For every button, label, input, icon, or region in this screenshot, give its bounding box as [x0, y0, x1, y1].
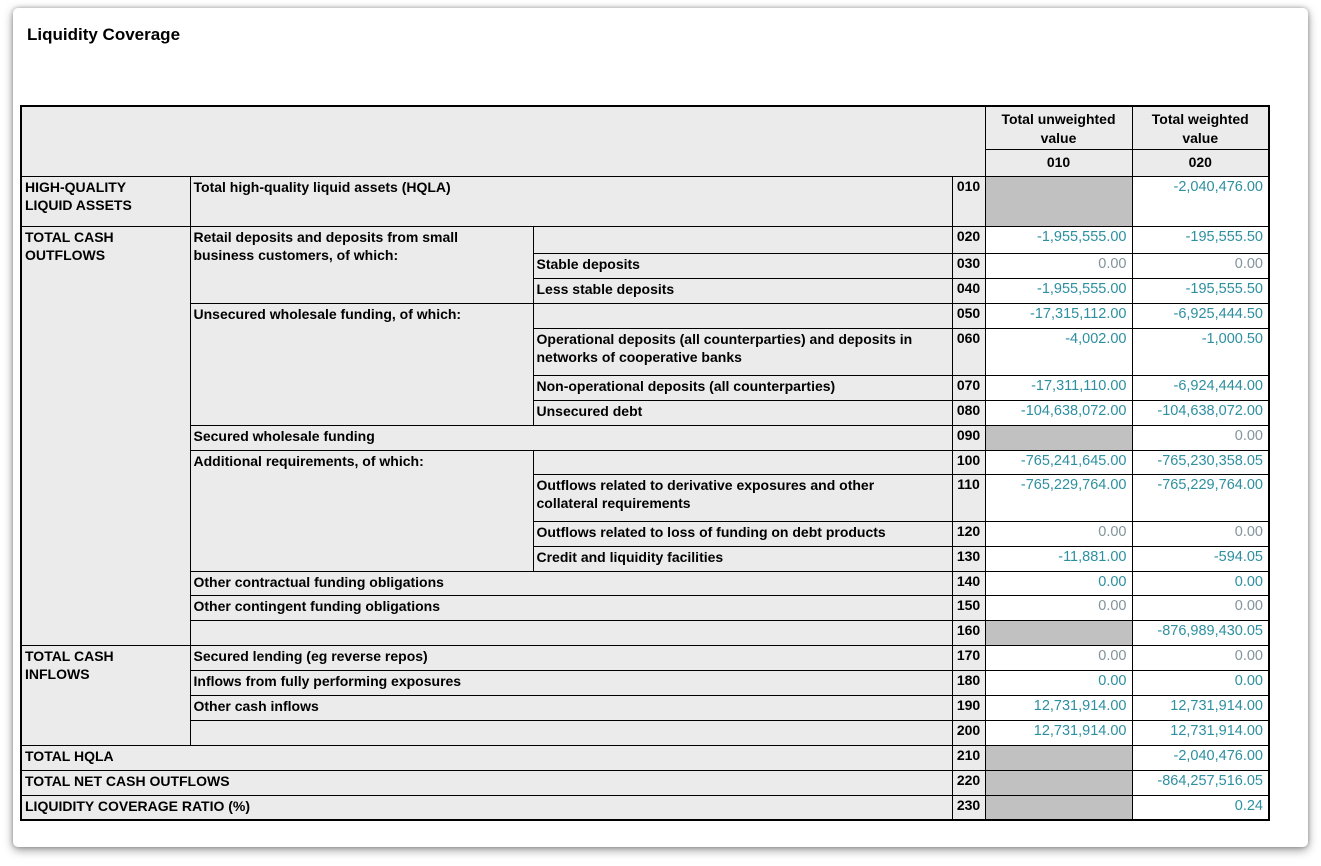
row-100-code: 100	[952, 450, 985, 474]
row-150-label: Other contingent funding obligations	[190, 595, 952, 620]
row-170-weighted-value[interactable]: 0.00	[1132, 645, 1269, 670]
table-row	[21, 770, 1269, 795]
header-corner-cell	[21, 106, 985, 176]
row-200-weighted-value[interactable]: 12,731,914.00	[1132, 720, 1269, 745]
column-header-weighted: Total weighted value	[1132, 106, 1269, 149]
row-020-unweighted-value[interactable]: -1,955,555.00	[985, 226, 1132, 253]
row-190-weighted-value[interactable]: 12,731,914.00	[1132, 695, 1269, 720]
row-090-code: 090	[952, 425, 985, 450]
row-120-code: 120	[952, 521, 985, 546]
row-090-unweighted-cell-disabled	[985, 425, 1132, 450]
row-020-spacer-cell	[533, 226, 952, 253]
row-170-code: 170	[952, 645, 985, 670]
section-label-total-cash-outflows: TOTAL CASH OUTFLOWS	[21, 226, 190, 645]
row-020-code: 020	[952, 226, 985, 253]
row-210-label: TOTAL HQLA	[21, 745, 952, 770]
section-label-hqla: HIGH-QUALITY LIQUID ASSETS	[21, 176, 190, 226]
table-row	[21, 720, 1269, 745]
row-010-code: 010	[952, 176, 985, 226]
row-090-weighted-value[interactable]: 0.00	[1132, 425, 1269, 450]
row-040-label: Less stable deposits	[533, 278, 952, 303]
row-070-code: 070	[952, 375, 985, 400]
table-row	[21, 670, 1269, 695]
row-030-code: 030	[952, 253, 985, 278]
row-190-label: Other cash inflows	[190, 695, 952, 720]
row-080-weighted-value[interactable]: -104,638,072.00	[1132, 400, 1269, 425]
row-140-unweighted-value[interactable]: 0.00	[985, 571, 1132, 595]
row-090-label: Secured wholesale funding	[190, 425, 952, 450]
row-050-unweighted-value[interactable]: -17,315,112.00	[985, 303, 1132, 328]
row-230-weighted-value[interactable]: 0.24	[1132, 795, 1269, 820]
row-160-code: 160	[952, 620, 985, 645]
table-row	[21, 425, 1269, 450]
row-140-label: Other contractual funding obligations	[190, 571, 952, 595]
row-130-label: Credit and liquidity facilities	[533, 546, 952, 571]
table-row	[21, 745, 1269, 770]
row-210-weighted-value[interactable]: -2,040,476.00	[1132, 745, 1269, 770]
row-060-weighted-value[interactable]: -1,000.50	[1132, 328, 1269, 375]
row-030-weighted-value[interactable]: 0.00	[1132, 253, 1269, 278]
row-030-unweighted-value[interactable]: 0.00	[985, 253, 1132, 278]
table-row	[21, 795, 1269, 820]
row-150-weighted-value[interactable]: 0.00	[1132, 595, 1269, 620]
row-070-unweighted-value[interactable]: -17,311,110.00	[985, 375, 1132, 400]
row-050-label: Unsecured wholesale funding, of which:	[190, 303, 533, 425]
row-180-code: 180	[952, 670, 985, 695]
row-180-unweighted-value[interactable]: 0.00	[985, 670, 1132, 695]
row-060-code: 060	[952, 328, 985, 375]
row-220-label: TOTAL NET CASH OUTFLOWS	[21, 770, 952, 795]
row-210-unweighted-cell-disabled	[985, 745, 1132, 770]
row-120-unweighted-value[interactable]: 0.00	[985, 521, 1132, 546]
row-070-weighted-value[interactable]: -6,924,444.00	[1132, 375, 1269, 400]
report-panel	[13, 8, 1308, 847]
page-title: Liquidity Coverage	[27, 25, 181, 44]
row-080-label: Unsecured debt	[533, 400, 952, 425]
row-110-label: Outflows related to derivative exposures and other collateral requirements	[533, 474, 952, 521]
row-230-label: LIQUIDITY COVERAGE RATIO (%)	[21, 795, 952, 820]
column-code-010: 010	[985, 149, 1132, 176]
row-110-unweighted-value[interactable]: -765,229,764.00	[985, 474, 1132, 521]
table-row	[21, 176, 1269, 226]
row-010-label: Total high-quality liquid assets (HQLA)	[190, 176, 952, 226]
table-row	[21, 620, 1269, 645]
row-230-unweighted-cell-disabled	[985, 795, 1132, 820]
row-070-label: Non-operational deposits (all counterparties)	[533, 375, 952, 400]
section-label-total-cash-inflows: TOTAL CASH INFLOWS	[21, 645, 190, 745]
row-040-code: 040	[952, 278, 985, 303]
row-100-spacer-cell	[533, 450, 952, 474]
row-010-unweighted-cell-disabled	[985, 176, 1132, 226]
row-080-unweighted-value[interactable]: -104,638,072.00	[985, 400, 1132, 425]
liquidity-coverage-table	[20, 105, 1270, 821]
table-row	[21, 645, 1269, 670]
row-100-unweighted-value[interactable]: -765,241,645.00	[985, 450, 1132, 474]
row-050-weighted-value[interactable]: -6,925,444.50	[1132, 303, 1269, 328]
table-row	[21, 226, 1269, 253]
table-row	[21, 571, 1269, 595]
row-100-label: Additional requirements, of which:	[190, 450, 533, 571]
table-row	[21, 695, 1269, 720]
row-110-weighted-value[interactable]: -765,229,764.00	[1132, 474, 1269, 521]
row-210-code: 210	[952, 745, 985, 770]
row-020-label: Retail deposits and deposits from small business customers, of which:	[190, 226, 533, 303]
row-110-code: 110	[952, 474, 985, 521]
row-080-code: 080	[952, 400, 985, 425]
row-180-weighted-value[interactable]: 0.00	[1132, 670, 1269, 695]
row-050-code: 050	[952, 303, 985, 328]
row-220-code: 220	[952, 770, 985, 795]
table-row	[21, 303, 1269, 328]
row-010-weighted-value[interactable]: -2,040,476.00	[1132, 176, 1269, 226]
row-170-unweighted-value[interactable]: 0.00	[985, 645, 1132, 670]
row-150-code: 150	[952, 595, 985, 620]
row-140-code: 140	[952, 571, 985, 595]
row-220-weighted-value[interactable]: -864,257,516.05	[1132, 770, 1269, 795]
row-190-code: 190	[952, 695, 985, 720]
row-120-label: Outflows related to loss of funding on debt products	[533, 521, 952, 546]
row-130-unweighted-value[interactable]: -11,881.00	[985, 546, 1132, 571]
row-130-weighted-value[interactable]: -594.05	[1132, 546, 1269, 571]
row-150-unweighted-value[interactable]: 0.00	[985, 595, 1132, 620]
row-220-unweighted-cell-disabled	[985, 770, 1132, 795]
row-050-spacer-cell	[533, 303, 952, 328]
row-140-weighted-value[interactable]: 0.00	[1132, 571, 1269, 595]
row-160-unweighted-cell-disabled	[985, 620, 1132, 645]
row-120-weighted-value[interactable]: 0.00	[1132, 521, 1269, 546]
row-190-unweighted-value[interactable]: 12,731,914.00	[985, 695, 1132, 720]
row-040-unweighted-value[interactable]: -1,955,555.00	[985, 278, 1132, 303]
row-040-weighted-value[interactable]: -195,555.50	[1132, 278, 1269, 303]
row-030-label: Stable deposits	[533, 253, 952, 278]
row-200-empty-label	[190, 720, 952, 745]
row-130-code: 130	[952, 546, 985, 571]
column-header-unweighted: Total unweighted value	[985, 106, 1132, 149]
row-060-unweighted-value[interactable]: -4,002.00	[985, 328, 1132, 375]
column-code-020: 020	[1132, 149, 1269, 176]
row-230-code: 230	[952, 795, 985, 820]
row-170-label: Secured lending (eg reverse repos)	[190, 645, 952, 670]
row-200-unweighted-value[interactable]: 12,731,914.00	[985, 720, 1132, 745]
row-200-code: 200	[952, 720, 985, 745]
table-row	[21, 595, 1269, 620]
row-160-weighted-value[interactable]: -876,989,430.05	[1132, 620, 1269, 645]
row-180-label: Inflows from fully performing exposures	[190, 670, 952, 695]
row-060-label: Operational deposits (all counterparties) and deposits in networks of cooperative banks	[533, 328, 952, 375]
table-row	[21, 450, 1269, 474]
row-100-weighted-value[interactable]: -765,230,358.05	[1132, 450, 1269, 474]
row-160-empty-label	[190, 620, 952, 645]
row-020-weighted-value[interactable]: -195,555.50	[1132, 226, 1269, 253]
